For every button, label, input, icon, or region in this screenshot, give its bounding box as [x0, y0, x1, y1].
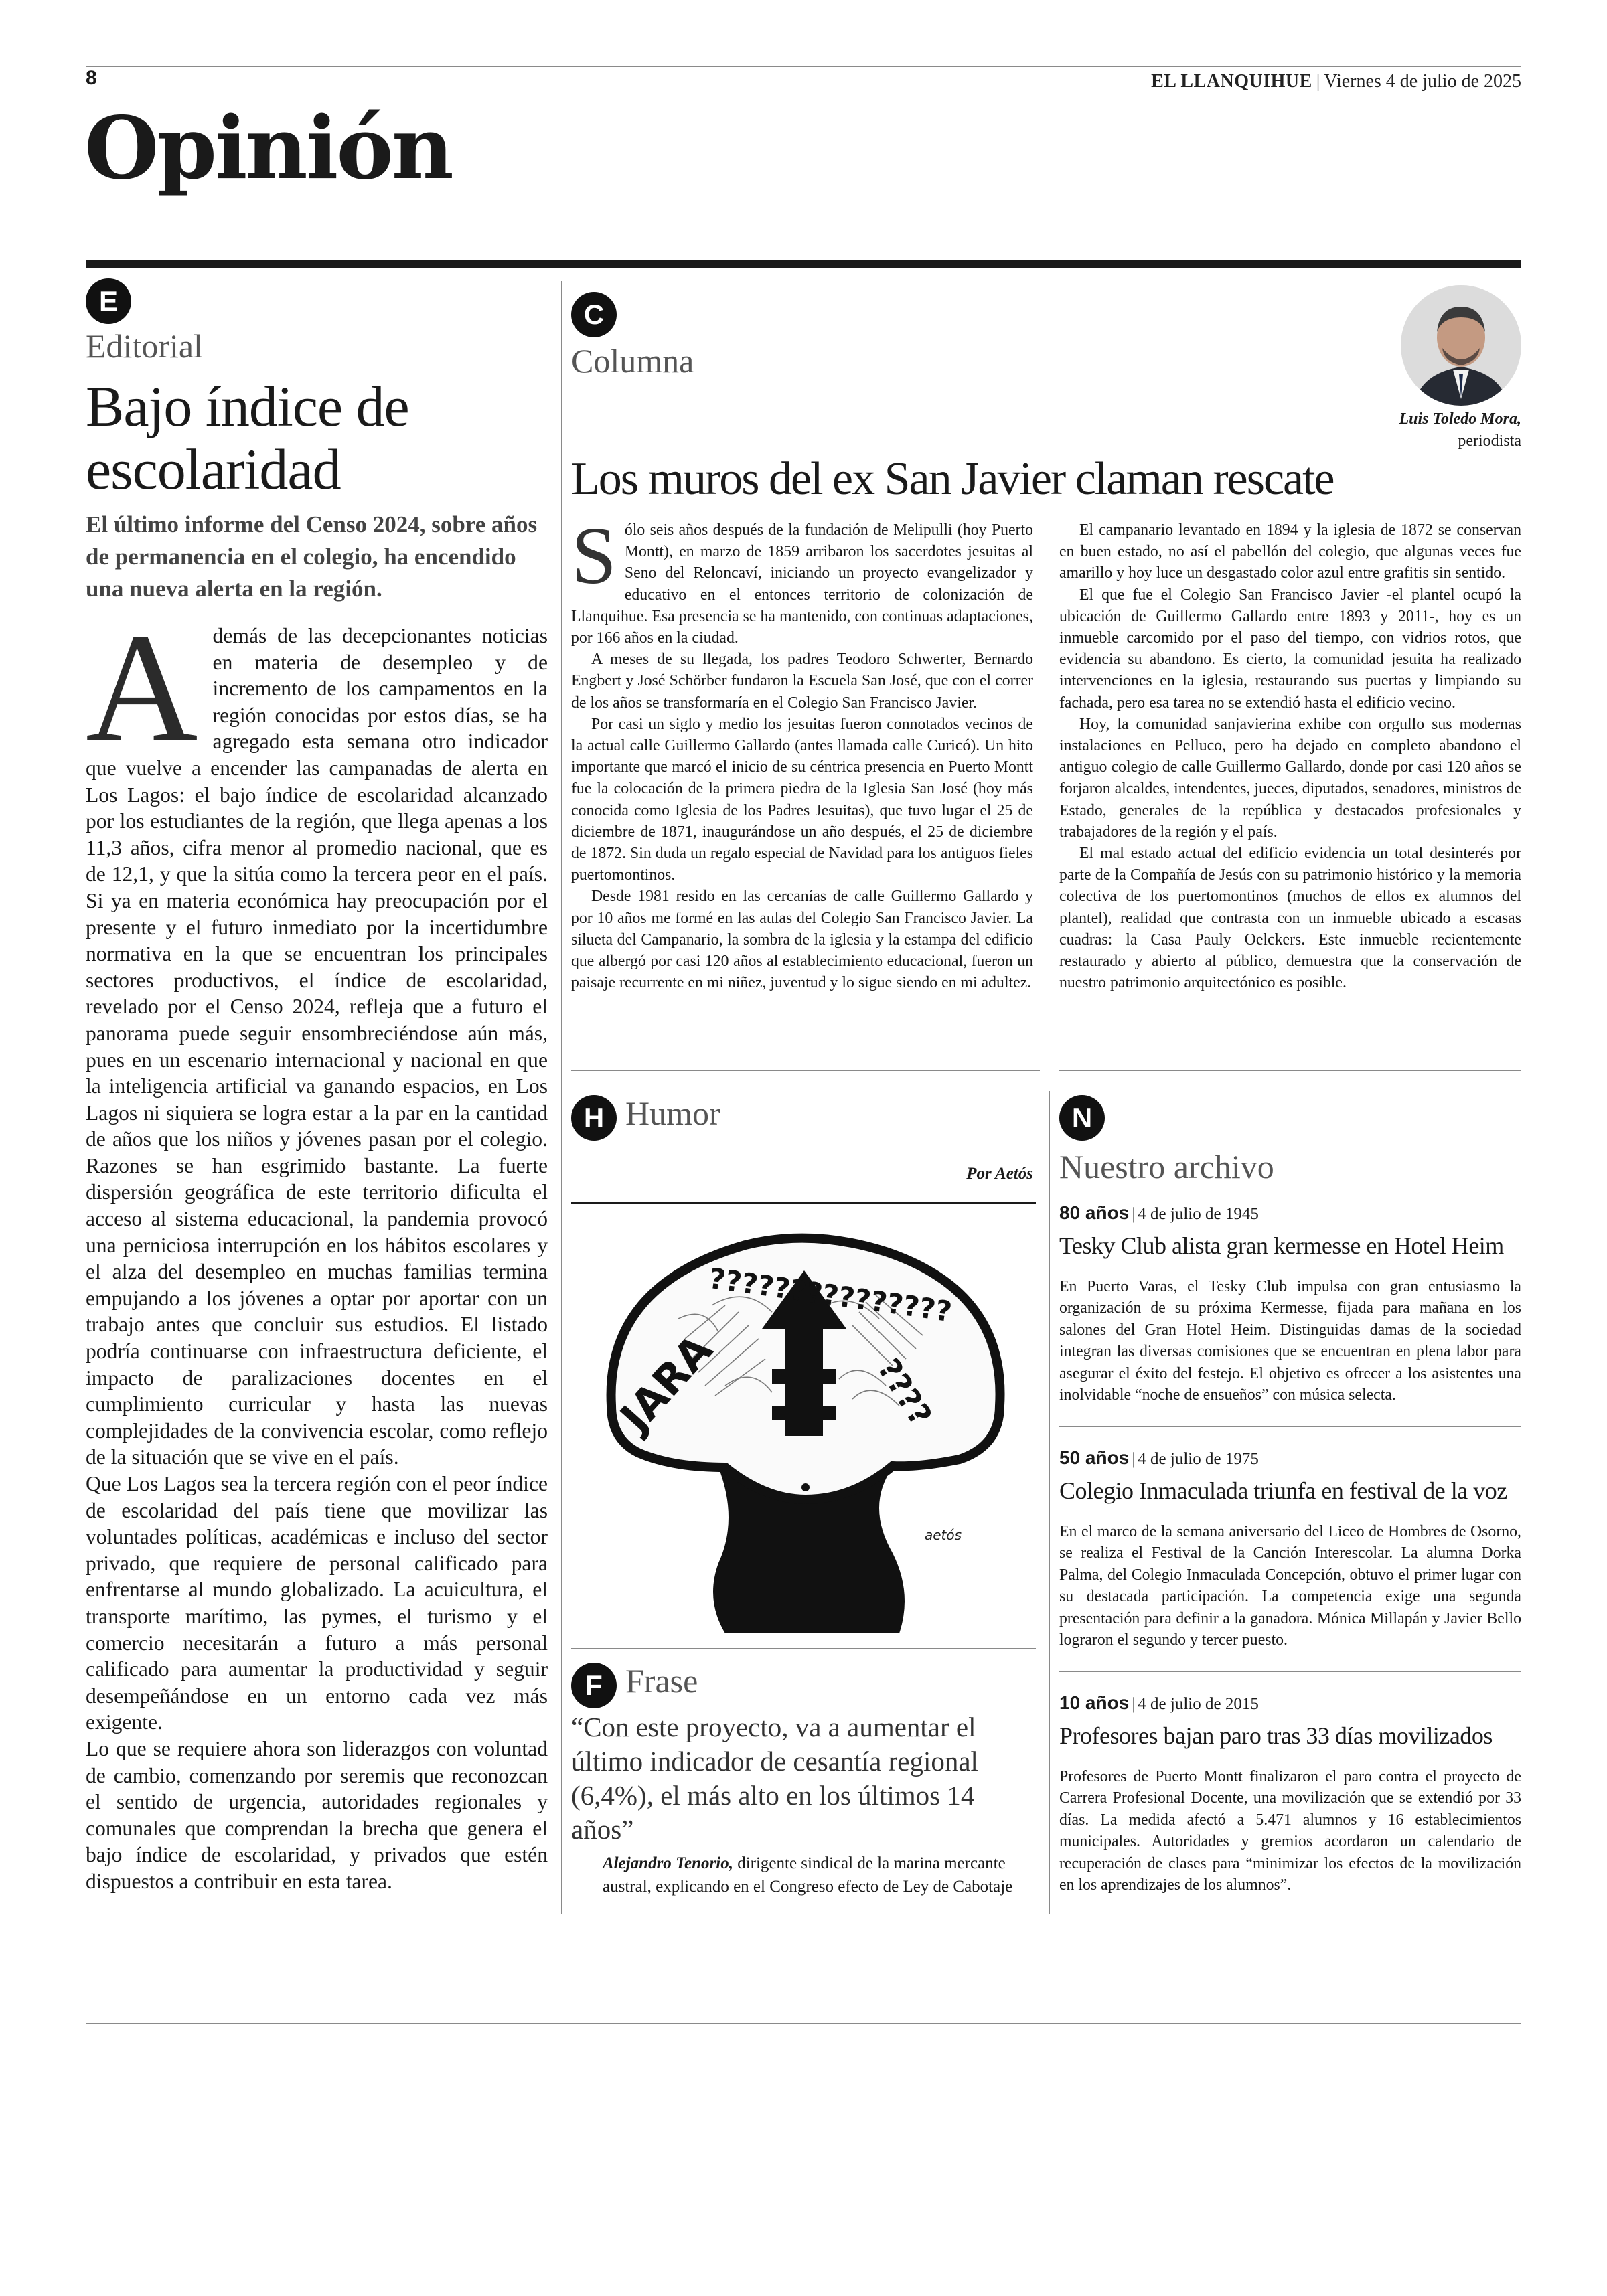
column-paragraph-8: El mal estado actual del edificio evidencia un total desinterés por parte de la Compañía de Jesús con su patrimonio histórico y la memoria colectiva de los puertomontinos (muchos de ellos ex alumnos del plantel), realidad que contrasta con un inmueble ubicado a escasas cuadras: la Casa Pauly Oelckers. Este inmueble recientemente restaurado y abierto al público, demuestra que la conservación de nuestro patrimonio arquitectónico es posible. [1059, 845, 1521, 992]
archive-badge: N [1059, 1095, 1105, 1141]
page-number: 8 [86, 67, 97, 89]
column-bottom-rule-right [1059, 1070, 1521, 1071]
column-paragraph-4: Desde 1981 resido en las cercanías de calle Guillermo Gallardo y por 10 años me formé en las aulas del Colegio San Francisco Javier. La silueta del Campanario, la sombra de la iglesia y la estampa del edificio que albergó por casi 120 años al establecimiento educacional, fueron un paisaje recurrente en mi niñez, juventud y lo sigue siendo en mi adultez. [571, 888, 1033, 992]
cartoon-question-marks: ??????????????? [706, 1261, 954, 1329]
editorial-paragraph-1 [86, 602, 548, 1471]
quote-badge: F [571, 1663, 617, 1708]
cartoon-illustration [571, 1205, 1036, 1633]
humor-bottom-rule [571, 1648, 1036, 1649]
section-title: Opinión [84, 98, 452, 199]
quote-author-description: dirigente sindical de la marina mercante austral, explicando en el Congreso efecto de Ley de Cabotaje [603, 1854, 1013, 1896]
column-paragraph-6: El que fue el Colegio San Francisco Javier -el plantel ocupó la ubicación de Guillermo Gallardo entre 1893 y 2011-, hoy es un inmueble carcomido por el paso del tiempo, con vidrios rotos, que evidencia su abandono. Es cierto, la comunidad jesuita ha realizado intervenciones en la iglesia, restaurando sus puertas y limpiando su fachada, pero esa tarea no se extendió hasta el edificio vecino. [1059, 586, 1521, 712]
archive-item-2-separator: | [1132, 1450, 1136, 1468]
author-portrait-photo [1401, 285, 1521, 406]
column-body-right [1059, 519, 1521, 993]
archive-item-3-date: 4 de julio de 2015 [1138, 1695, 1259, 1713]
editorial-paragraph-3: Lo que se requiere ahora son liderazgos con voluntad de cambio, comenzando por seremis que reconozcan el sentido de urgencia, autoridades regionales y comunales que comprendan la brecha que genera el bajo índice de escolaridad, y privados que estén dispuestos a contribuir en esta tarea. [86, 1736, 548, 1893]
column-dropcap: S [571, 511, 617, 601]
masthead [1151, 71, 1521, 92]
paper-name: EL LLANQUIHUE [1151, 71, 1312, 92]
editorial-badge: E [86, 278, 131, 324]
divider-column-midline [1049, 1091, 1050, 1914]
cartoon-signature: aetós [925, 1527, 962, 1543]
humor-badge: H [571, 1095, 617, 1141]
archive-item-1-meta [1059, 1202, 1259, 1224]
archive-item-1-years: 80 años [1059, 1202, 1130, 1223]
editorial-paragraph-2: Que Los Lagos sea la tercera región con el peor índice de escolaridad del país tiene que movilizar las voluntades políticas, académicas e incluso del sector privado, que requiere de personal calificado para enfrentarse al mundo globalizado. La acuicultura, el transporte marítimo, las pymes, el turismo y el comercio necesitarán a futuro a más personal calificado para aumentar la productividad y seguir desempeñándose en un entorno cada vez más exigente. [86, 1472, 548, 1734]
archive-item-3-separator: | [1132, 1695, 1136, 1713]
archive-item-2-date: 4 de julio de 1975 [1138, 1450, 1259, 1468]
author-name: Luis Toledo Mora, [1399, 410, 1521, 428]
top-rule [86, 66, 1521, 67]
column-paragraph-7: Hoy, la comunidad sanjavierina exhibe con orgullo sus modernas instalaciones en Pelluco, pero ha dejado en completo abandono el antiguo colegio de calle Guillermo Gallardo, donde por casi 120 años se forjaron alcaldes, intendentes, jueces, diputados, senadores, ministros de Estado, generales de la república y destacados profesionales y trabajadores de la región y el país. [1059, 715, 1521, 841]
archive-kicker: Nuestro archivo [1059, 1148, 1274, 1185]
humor-kicker: Humor [625, 1094, 720, 1132]
cartoon-sign-word: JARA [611, 1325, 722, 1441]
editorial-kicker: Editorial [86, 327, 203, 365]
archive-item-2-headline: Colegio Inmaculada triunfa en festival de la voz [1059, 1477, 1507, 1504]
archive-item-3-body: Profesores de Puerto Montt finalizaron el paro contra el proyecto de Carrera Profesional Docente, una movilización que se extendió por 33 días. La medida afectó a 5.471 alumnos y 16 establecimientos municipales. Autoridades y gremios acordaron un calendario de recuperación de clases para “minimizar los efectos de la movilización en los aprendizajes de los alumnos”. [1059, 1768, 1521, 1894]
archive-rule-1 [1059, 1426, 1521, 1427]
humor-top-rule [571, 1202, 1036, 1204]
archive-item-2-years: 50 años [1059, 1447, 1130, 1468]
quote-kicker: Frase [625, 1662, 698, 1700]
archive-item-1-body: En Puerto Varas, el Tesky Club impulsa con gran entusiasmo la organización de su próxima Kermesse, fijada para mañana en los salones del Gran Hotel Heim. Distinguidas damas de la sociedad integran las diversas comisiones que se encuentran en plena labor para asegurar el éxito del festejo. El objetivo es ofrecer a los asistentes una inolvidable “noche de ensueños” con música selecta. [1059, 1278, 1521, 1404]
quote-text: “Con este proyecto, va a aumentar el último indicador de cesantía regional (6,4%), el más alto en los últimos 14 años” [571, 1712, 978, 1845]
author-role: periodista [1458, 432, 1521, 450]
archive-rule-2 [1059, 1671, 1521, 1672]
archive-item-3-meta [1059, 1692, 1259, 1714]
archive-item-1-date: 4 de julio de 1945 [1138, 1205, 1259, 1223]
column-bottom-rule-left [571, 1070, 1040, 1071]
column-paragraph-1 [571, 511, 1033, 649]
editorial-paragraph-1-text: demás de las decepcionantes noticias en materia de desempleo y de incremento de los campamentos en la región conocidas por estos días, se ha agregado esta semana otro indicador que vuelve a encender las campanadas de alerta en Los Lagos: el bajo índice de escolaridad alcanzado por los estudiantes de la región, que llega apenas a los 11,3 años, cifra menor al promedio nacional, que es de 12,1, y que la sitúa como la tercera peor en el país. Si ya en materia económica hay preocupación por el presente y el futuro inmediato por la incertidumbre normativa en la que se encuentran los principales sectores productivos, el índice de escolaridad, revelado por el Censo 2024, refleja que a futuro el panorama puede seguir ensombreciéndose aún más, pues en un escenario internacional y nacional en que la inteligencia artificial va ganando espacios, en Los Lagos ni siquiera se logra estar a la par en la cantidad de años que los niños y jóvenes pasan por el colegio. Razones se han esgrimido bastante. La fuerte dispersión geográfica de este territorio dificulta el acceso al sistema educacional, la pandemia provocó una perniciosa interrupción en los hábitos escolares y el alza del desempleo en muchas familias termina empujando a los jóvenes a optar por aportar con un trabajo antes que concluir sus estudios. El listado podría continuarse con infraestructura deficiente, el impacto de paralizaciones docentes en el cumplimiento curricular y hasta las nuevas complejidades de la convivencia escolar, como reflejo de la situación que se vive en el país. [86, 624, 548, 1469]
column-badge: C [571, 292, 617, 337]
masthead-separator: | [1316, 71, 1320, 92]
archive-item-1-headline: Tesky Club alista gran kermesse en Hotel Heim [1059, 1232, 1504, 1259]
archive-item-3-headline: Profesores bajan paro tras 33 días movilizados [1059, 1722, 1493, 1749]
archive-item-2-body: En el marco de la semana aniversario del Liceo de Hombres de Osorno, se realiza el Festival de la Canción Interescolar. La alumna Dorka Palma, del Colegio Inmaculada Concepción, obtuvo el primer lugar con su destacada participación. La competencia exige una segunda presentación para definir a la ganadora. Mónica Millapán y Javier Bello lograron el segundo y tercer puesto. [1059, 1523, 1521, 1649]
column-paragraph-3: Por casi un siglo y medio los jesuitas fueron connotados vecinos de la actual calle Guillermo Gallardo (antes llamada calle Curicó). Un hito importante que marcó el inicio de su céntrica presencia en Puerto Montt fue la colocación de la primera piedra de la Iglesia San José (hoy más conocida como Iglesia de los Padres Jesuitas), que tuvo lugar el 25 de diciembre de 1871, inaugurándose un año después, el 25 de diciembre de 1872. Sin duda un regalo especial de Navidad para los antiguos fieles puertomontinos. [571, 715, 1033, 884]
issue-date: Viernes 4 de julio de 2025 [1324, 71, 1521, 92]
archive-item-2-meta [1059, 1447, 1259, 1469]
divider-editorial-column [561, 281, 562, 1914]
column-paragraph-2: A meses de su llegada, los padres Teodoro Schwerter, Bernardo Engbert y José Schörber fundaron la Escuela San José, que con el correr de los años se transformaría en el Colegio San Francisco Javier. [571, 651, 1033, 712]
editorial-headline: Bajo índice de escolaridad [86, 374, 409, 501]
archive-item-1-separator: | [1132, 1205, 1136, 1223]
archive-item-3-years: 10 años [1059, 1692, 1130, 1713]
column-kicker: Columna [571, 342, 694, 380]
column-author [1399, 408, 1521, 453]
humor-credit: Por Aetós [966, 1165, 1033, 1183]
column-headline: Los muros del ex San Javier claman rescate [571, 453, 1334, 505]
editorial-deck: El último informe del Censo 2024, sobre años de permanencia en el colegio, ha encendido una nueva alerta en la región. [86, 511, 538, 602]
column-paragraph-5: El campanario levantado en 1894 y la iglesia de 1872 se conservan en buen estado, no así el pabellón del colegio, que algunas veces fue amarillo y hoy luce un desgastado color azul entre grafitis sin sentido. [1059, 521, 1521, 582]
quote-author: Alejandro Tenorio, [603, 1854, 733, 1872]
cartoon-question-marks-tail: ???? [870, 1351, 939, 1432]
page-bottom-rule [86, 2023, 1521, 2024]
column-body-left [571, 511, 1033, 993]
quote-attribution [603, 1852, 1038, 1898]
section-rule [86, 260, 1521, 268]
author-portrait [1401, 285, 1521, 406]
editorial-body [86, 602, 548, 1895]
column-paragraph-1-text: ólo seis años después de la fundación de Melipulli (hoy Puerto Montt), en marzo de 1859 arribaron los sacerdotes jesuitas al Seno del Reloncaví, iniciando un proyecto evangelizador y educativo en el entonces territorio de colonización de Llanquihue. Esa presencia se ha mantenido, con continuas adaptaciones, por 166 años en la ciudad. [571, 521, 1033, 647]
editorial-dropcap: A [86, 602, 198, 774]
